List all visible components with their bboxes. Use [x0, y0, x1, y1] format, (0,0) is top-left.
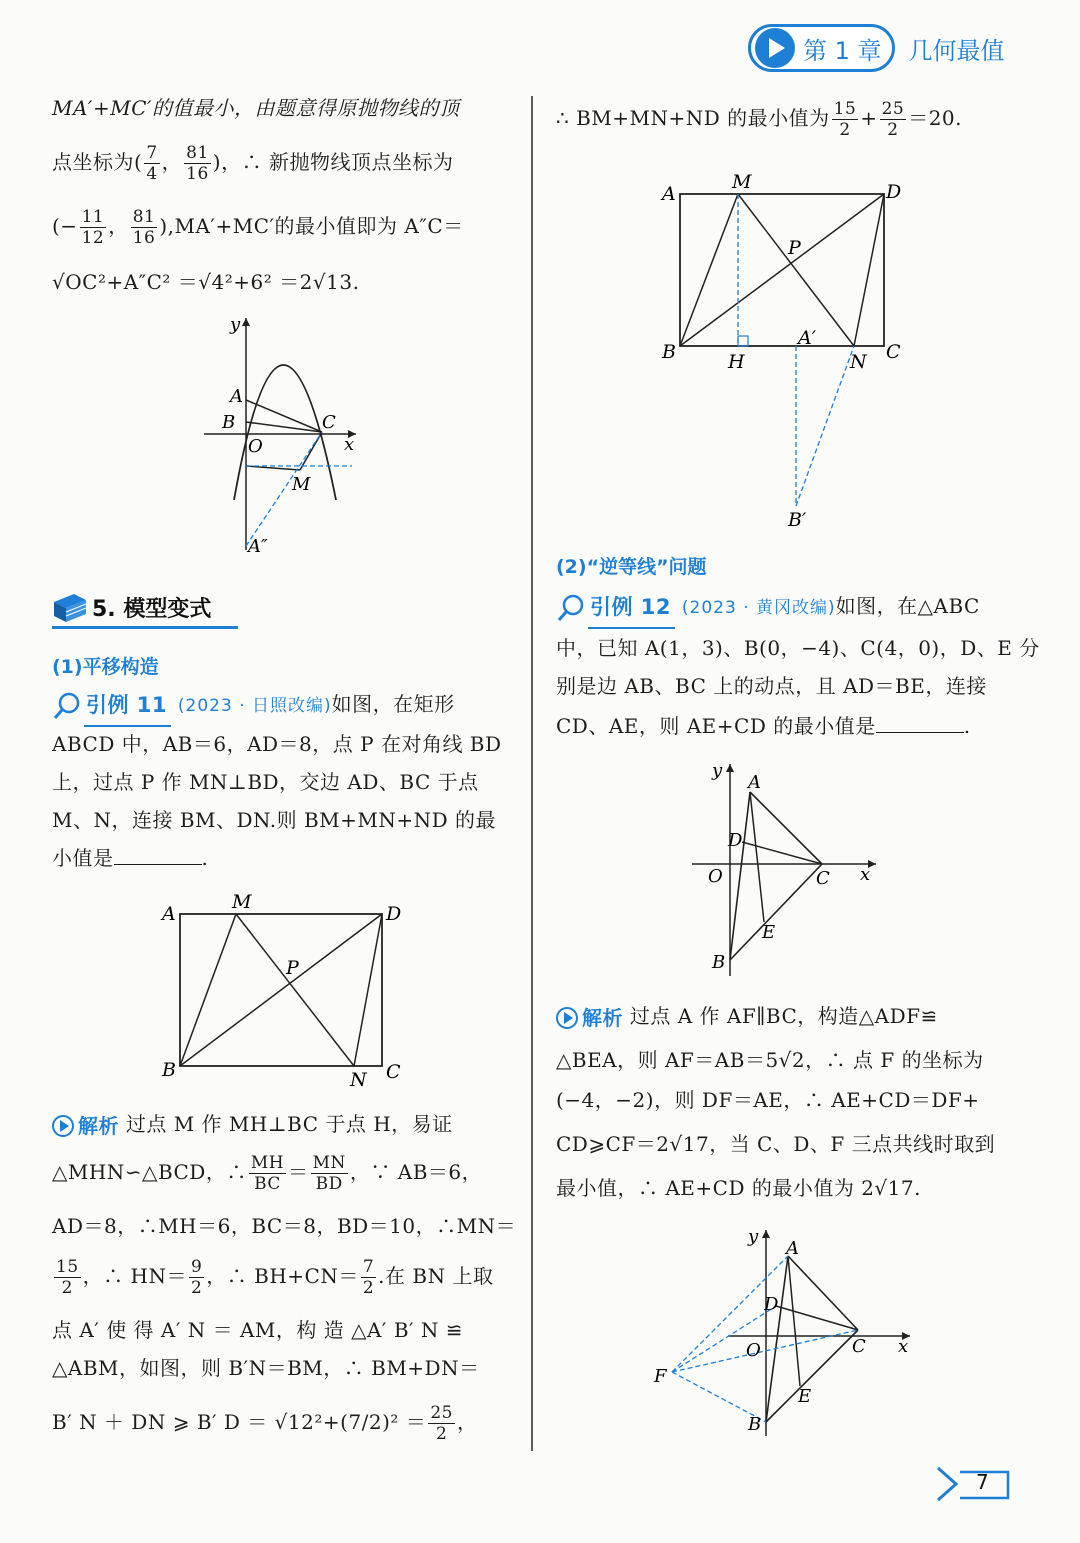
side-BC	[766, 1330, 858, 1422]
example12-line-4: CD、AE，则 AE+CD 的最小值是 .	[556, 706, 971, 746]
right-angle-icon	[738, 336, 748, 346]
segment-BM	[180, 914, 236, 1066]
label-C: C	[386, 1061, 401, 1083]
example11-line-4: M、N，连接 BM、DN.则 BM+MN+ND 的最	[52, 808, 497, 832]
label-P: P	[286, 957, 299, 979]
analysis-right-line-4: CD⩾CF＝2√17，当 C、D、F 三点共线时取到	[556, 1132, 996, 1156]
y-arrow-icon	[762, 1230, 770, 1238]
example11-tag: 引例 11	[52, 685, 171, 727]
analysis-left-line-5: 点 A′ 使 得 A′ N ＝ AM，构 造 △A′ B′ N ≌	[52, 1318, 464, 1342]
y-arrow-icon	[726, 764, 734, 772]
rectangle-reflection-figure	[656, 166, 916, 536]
chapter-title: 几何最值	[908, 36, 1005, 65]
magnifier-icon	[556, 593, 586, 623]
books-icon	[52, 590, 88, 624]
triangle-figure	[690, 756, 890, 980]
example12-tag: 引例 12	[556, 587, 675, 629]
label-M: M	[732, 171, 752, 193]
label-A: A	[786, 1238, 799, 1259]
section-title: 5. 模型变式	[92, 596, 212, 622]
label-C: C	[816, 868, 830, 889]
analysis-right-line-1: 解析 过点 A 作 AF∥BC，构造△ADF≌	[556, 996, 938, 1038]
side-AB	[766, 1256, 788, 1422]
label-E: E	[798, 1386, 812, 1407]
section-heading	[52, 590, 211, 624]
label-x: x	[344, 434, 355, 455]
analysis-right-line-3: (−4，−2)，则 DF＝AE，∴ AE+CD＝DF+	[556, 1088, 980, 1112]
label-B: B	[162, 1059, 176, 1081]
example12-line-3: 别是边 AB、BC 上的动点，且 AD＝BE，连接	[556, 674, 987, 698]
segment-ND	[854, 194, 884, 346]
label-C: C	[886, 341, 901, 363]
left-line-3: (− $\frac{11}{12}$ ， $\frac{81}{16}$ ),MA′+MC′的最小值即为 A″C＝	[52, 207, 464, 248]
analysis-left-line-1: 解析 过点 M 作 MH⊥BC 于点 H，易证	[52, 1104, 453, 1146]
label-O: O	[746, 1340, 761, 1361]
left-line-2: 点坐标为( $\frac{7}{4}$ ， $\frac{81}{16}$ )，∴ 新抛物线顶点坐标为	[52, 143, 454, 184]
analysis-left-line-3: AD＝8，∴MH＝6，BC＝8，BD＝10，∴MN＝	[52, 1214, 517, 1238]
label-y: y	[748, 1226, 759, 1247]
example12-source: (2023 · 黄冈改编)	[681, 598, 836, 618]
chapter-label: 第 1 章	[803, 36, 882, 65]
left-line-1: MA′+MC′的值最小，由题意得原抛物线的顶	[52, 96, 460, 120]
analysis-left-line-4: $\frac{15}{2}$ ，∴ HN＝ $\frac{9}{2}$ ，∴ BH+CN＝ $\frac{7}{2}$ .在 BN 上取	[56, 1257, 494, 1298]
side-AC	[750, 792, 822, 864]
analysis-left-line-2: △MHN∽△BCD，∴ $\frac{MH}{BC}$ ＝ $\frac{MN}{BD}$ ，∵ AB＝6，	[52, 1153, 483, 1194]
analysis-tag-left: 解析	[52, 1106, 119, 1146]
rectangle-figure	[156, 890, 416, 1090]
label-B: B	[222, 412, 236, 433]
play-icon	[755, 28, 795, 68]
side-AC	[788, 1256, 858, 1330]
label-y: y	[230, 314, 241, 335]
label-D: D	[386, 903, 402, 925]
label-A: A	[162, 903, 176, 925]
diagonal-BD	[680, 194, 884, 346]
chapter-pill	[748, 24, 895, 72]
example11-line-1: 引例 11 (2023 · 日照改编)如图，在矩形	[52, 684, 455, 727]
label-C: C	[852, 1336, 866, 1357]
analysis-play-icon	[52, 1115, 74, 1137]
label-N: N	[350, 1069, 367, 1090]
example11-line-3: 上，过点 P 作 MN⊥BD，交边 AD、BC 于点	[52, 770, 479, 794]
label-O: O	[248, 436, 263, 457]
triangle-construction-figure	[648, 1222, 918, 1438]
page-number: 7	[936, 1464, 1010, 1504]
label-M: M	[232, 891, 252, 913]
label-B: B	[662, 341, 676, 363]
example11-line-2: ABCD 中，AB＝6，AD＝8，点 P 在对角线 BD	[52, 732, 502, 756]
example11-line-5: 小值是 .	[52, 838, 208, 878]
label-A1: A′	[798, 327, 817, 349]
left-line-4: √OC²+A″C² ＝√4²+6² ＝2√13.	[52, 270, 360, 294]
y-arrow-icon	[242, 318, 250, 326]
label-N: N	[850, 351, 867, 373]
analysis-left-line-6: △ABM，如图，则 B′N＝BM，∴ BM+DN＝	[52, 1356, 480, 1380]
label-y: y	[712, 760, 723, 781]
label-D: D	[764, 1294, 779, 1315]
diagonal-BD	[180, 914, 382, 1066]
side-BC	[730, 864, 822, 960]
label-A: A	[748, 772, 761, 793]
analysis-left-line-7: B′ N ＋ DN ⩾ B′ D ＝ √12²+(7/2)² ＝ $\frac{25}{2}$ ，	[52, 1403, 478, 1444]
label-H: H	[728, 351, 745, 373]
segment-MN	[738, 194, 854, 346]
segment-BM	[680, 194, 738, 346]
label-A: A	[230, 386, 243, 407]
label-E: E	[762, 922, 776, 943]
subheading-inverse-equal: (2)“逆等线”问题	[556, 556, 707, 578]
label-O: O	[708, 866, 723, 887]
segment-ND	[354, 914, 382, 1066]
dashed-FD	[672, 1306, 776, 1372]
label-C: C	[322, 412, 336, 433]
label-P: P	[788, 237, 801, 259]
label-F: F	[654, 1366, 667, 1387]
analysis-play-icon	[556, 1007, 578, 1029]
label-A: A	[662, 183, 676, 205]
analysis-tag-right: 解析	[556, 998, 623, 1038]
label-B: B	[748, 1414, 762, 1435]
example11-source: (2023 · 日照改编)	[177, 696, 332, 716]
column-divider	[531, 96, 533, 1451]
answer-blank	[876, 711, 964, 733]
subheading-translation: (1)平移构造	[52, 656, 159, 678]
dashed-B1N	[796, 346, 854, 506]
right-line-1: ∴ BM+MN+ND 的最小值为 $\frac{15}{2}$ + $\frac{25}{2}$ ＝20.	[556, 99, 963, 140]
label-x: x	[860, 864, 871, 885]
chapter-badge	[748, 24, 1005, 72]
section-underline	[52, 626, 238, 629]
label-B: B	[712, 952, 726, 973]
analysis-right-line-5: 最小值，∴ AE+CD 的最小值为 2√17.	[556, 1176, 921, 1200]
segment-AE	[750, 792, 764, 922]
label-D: D	[886, 181, 902, 203]
analysis-right-line-2: △BEA，则 AF＝AB＝5√2，∴ 点 F 的坐标为	[556, 1048, 984, 1072]
segment-AE	[788, 1256, 800, 1386]
label-D: D	[728, 830, 743, 851]
label-A2: A″	[248, 536, 268, 557]
example12-line-1: 引例 12 (2023 · 黄冈改编)如图，在△ABC	[556, 586, 980, 629]
segment-MN	[236, 914, 354, 1066]
label-B1: B′	[788, 509, 807, 531]
magnifier-icon	[52, 691, 82, 721]
page-arrow-icon	[936, 1464, 1010, 1504]
label-x: x	[898, 1336, 909, 1357]
answer-blank	[114, 843, 202, 865]
parabola-figure	[196, 310, 376, 560]
label-M: M	[292, 474, 311, 495]
example12-line-2: 中，已知 A(1，3)、B(0，−4)、C(4，0)，D、E 分	[556, 636, 1040, 660]
side-AB	[730, 792, 750, 960]
